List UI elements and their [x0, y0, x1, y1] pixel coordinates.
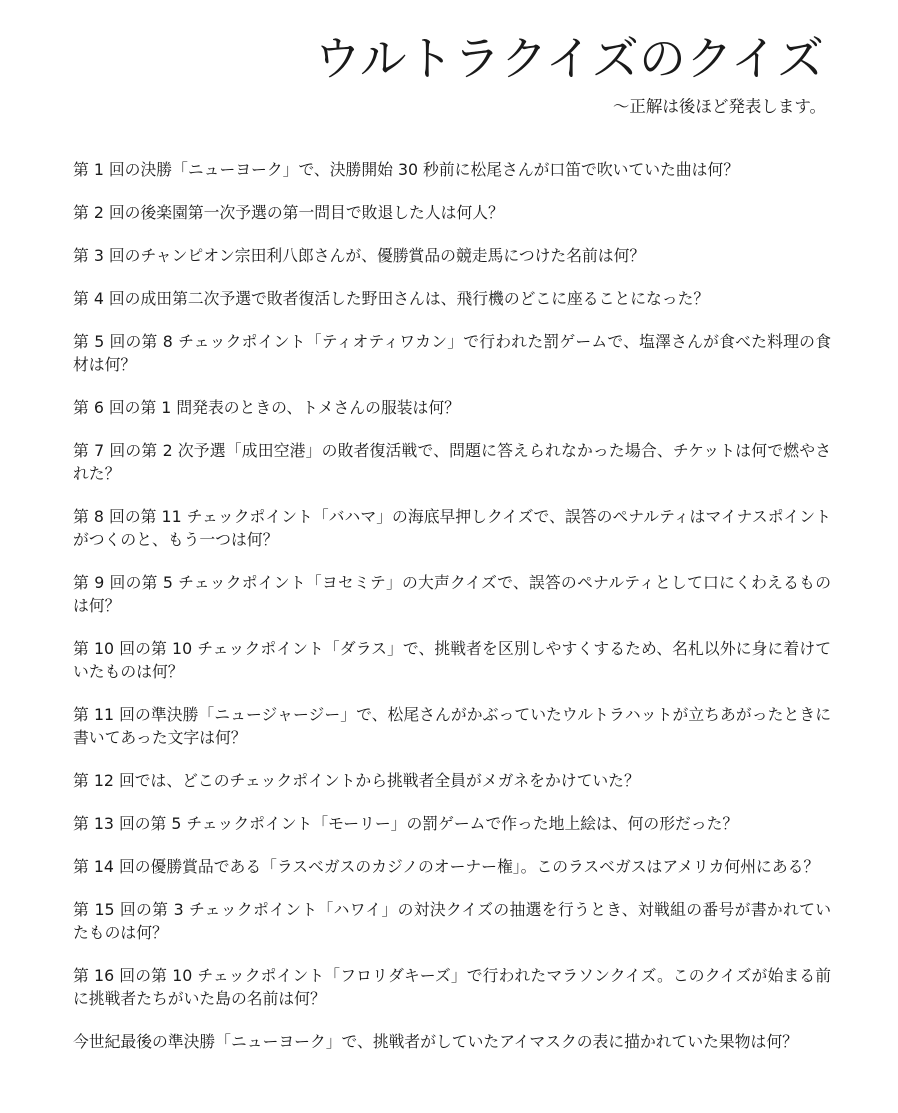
page-subtitle: ～正解は後ほど発表します。 [612, 97, 826, 116]
question-item: 第 7 回の第 2 次予選「成田空港」の敗者復活戦で、問題に答えられなかった場合、チケットは何で燃やされた？ [73, 441, 831, 483]
question-item: 第 14 回の優勝賞品である「ラスベガスのカジノのオーナー権」。このラスベガスはアメリカ何州にある？ [73, 857, 820, 876]
question-item: 第 4 回の成田第二次予選で敗者復活した野田さんは、飛行機のどこに座ることになった？ [73, 289, 710, 308]
question-item: 今世紀最後の準決勝「ニューヨーク」で、挑戦者がしていたアイマスクの表に描かれていた果物は何？ [73, 1032, 798, 1051]
question-item: 第 8 回の第 11 チェックポイント「バハマ」の海底早押しクイズで、誤答のペナルティはマイナスポイントがつくのと、もう一つは何？ [73, 507, 831, 549]
question-item: 第 9 回の第 5 チェックポイント「ヨセミテ」の大声クイズで、誤答のペナルティとして口にくわえるものは何？ [73, 573, 831, 615]
question-item: 第 6 回の第 1 問発表のときの、トメさんの服装は何？ [73, 398, 460, 417]
question-item: 第 11 回の準決勝「ニュージャージー」で、松尾さんがかぶっていたウルトラハットが立ちあがったときに書いてあった文字は何？ [73, 705, 831, 747]
question-item: 第 5 回の第 8 チェックポイント「ティオティワカン」で行われた罰ゲームで、塩澤さんが食べた料理の食材は何？ [73, 332, 831, 374]
question-item: 第 12 回では、どこのチェックポイントから挑戦者全員がメガネをかけていた？ [73, 771, 640, 790]
question-item: 第 1 回の決勝「ニューヨーク」で、決勝開始 30 秒前に松尾さんが口笛で吹いていた曲は何？ [73, 160, 740, 179]
question-item: 第 10 回の第 10 チェックポイント「ダラス」で、挑戦者を区別しやすくするため、名札以外に身に着けていたものは何？ [73, 639, 831, 681]
question-item: 第 13 回の第 5 チェックポイント「モーリー」の罰ゲームで作った地上絵は、何の形だった？ [73, 814, 739, 833]
question-item: 第 2 回の後楽園第一次予選の第一問目で敗退した人は何人？ [73, 203, 504, 222]
question-item: 第 16 回の第 10 チェックポイント「フロリダキーズ」で行われたマラソンクイズ。このクイズが始まる前に挑戦者たちがいた島の名前は何？ [73, 966, 831, 1008]
question-item: 第 3 回のチャンピオン宗田利八郎さんが、優勝賞品の競走馬につけた名前は何？ [73, 246, 646, 265]
page-title: ウルトラクイズのクイズ [314, 32, 824, 87]
question-item: 第 15 回の第 3 チェックポイント「ハワイ」の対決クイズの抽選を行うとき、対戦組の番号が書かれていたものは何？ [73, 900, 831, 942]
question-list [73, 158, 831, 1073]
